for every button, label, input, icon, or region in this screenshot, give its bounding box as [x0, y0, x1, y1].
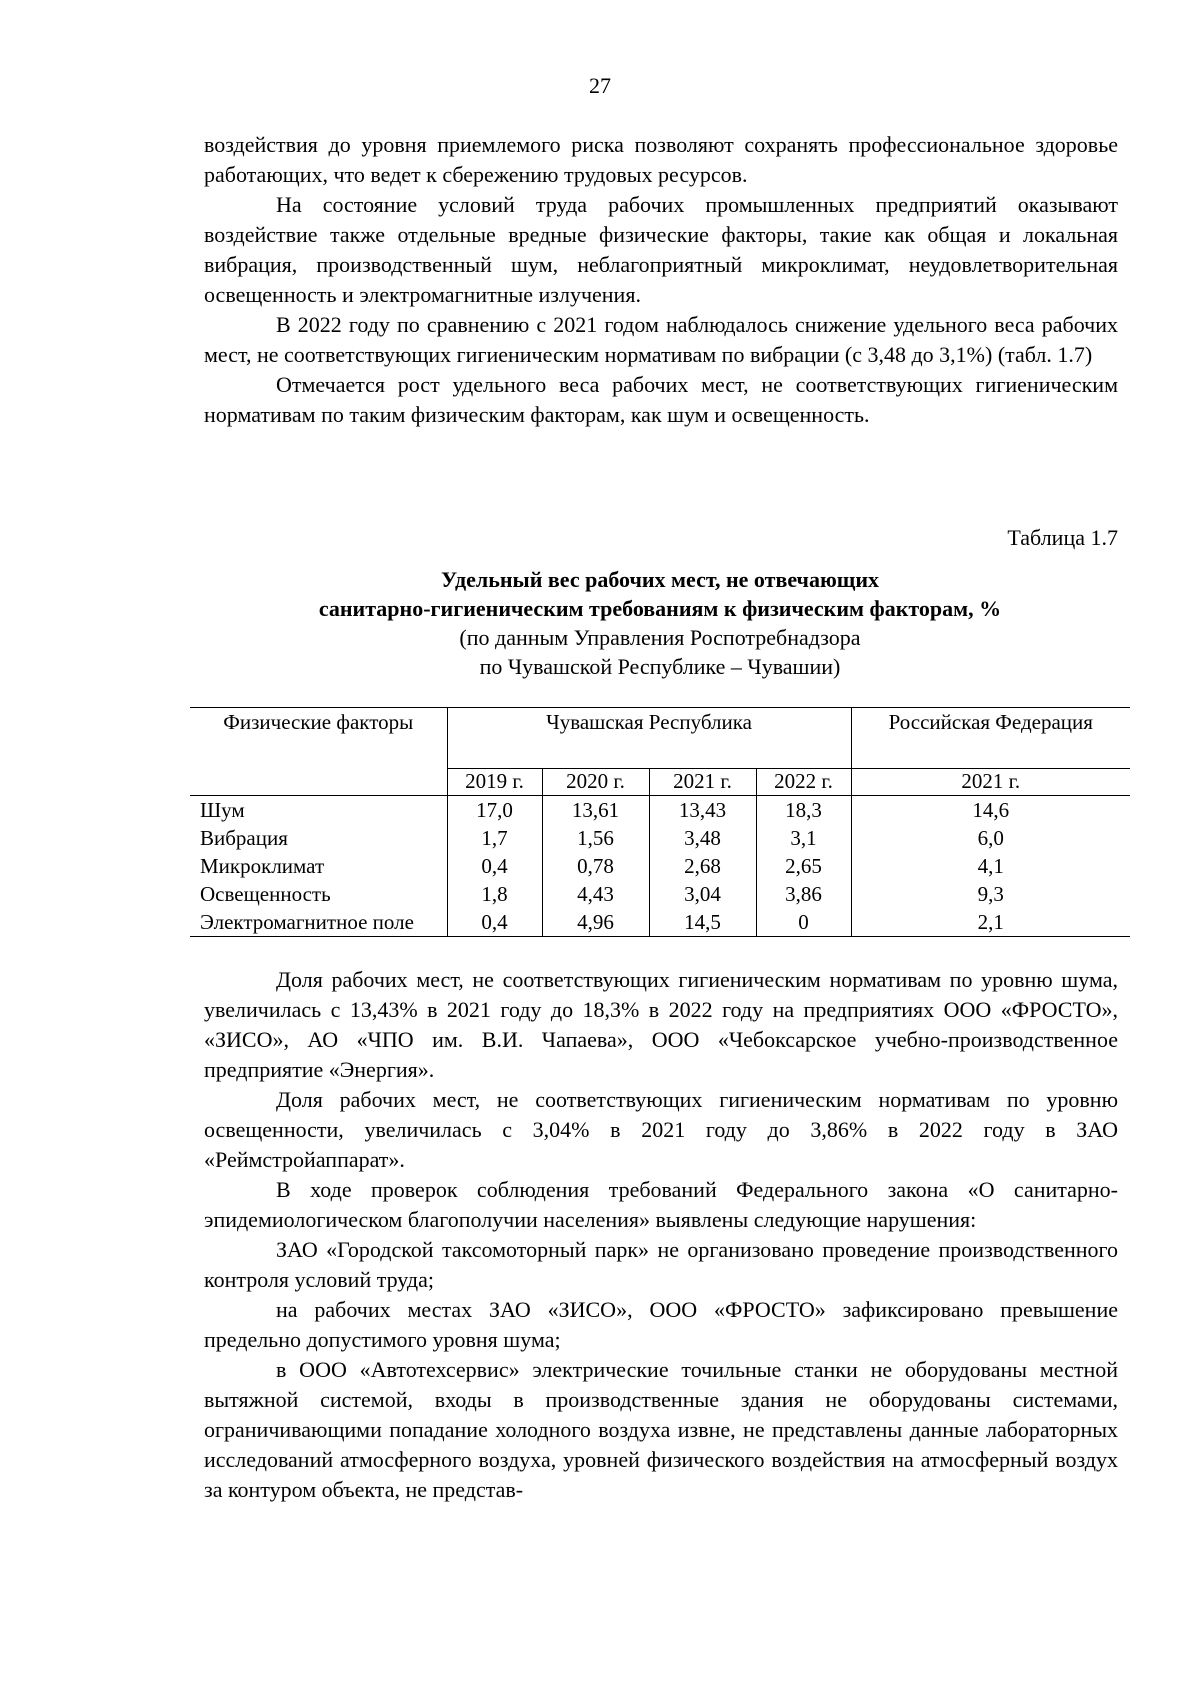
value-cell: 1,7: [447, 824, 542, 852]
value-cell: 6,0: [851, 824, 1130, 852]
table-row: [190, 880, 1130, 908]
paragraph: воздействия до уровня приемлемого риска позволяют сохранять профессиональное здоровье работающих, что ведет к сбережению трудовых ресурсов.: [204, 132, 1118, 187]
factor-name-cell: Шум: [190, 796, 447, 825]
table-label: Таблица 1.7: [1007, 525, 1118, 550]
paragraph: В ходе проверок соблюдения требований Федерального закона «О санитарно-эпидемиологическом благополучии населения» выявлены следующие нарушения:: [204, 1177, 1118, 1232]
value-cell: 1,8: [447, 880, 542, 908]
table-row: [190, 852, 1130, 880]
factor-name-cell: Вибрация: [190, 824, 447, 852]
table-body: [190, 796, 1130, 937]
paragraph: в ООО «Автотехсервис» электрические точильные станки не оборудованы местной вытяжной системой, входы в производственные здания не оборудованы системами, ограничивающими попадание холодного воздуха извне, не представлены данные лабораторных исследований атмосферного воздуха, уровней физического воздействия на атмосферный воздух за контуром объекта, не представ-: [204, 1357, 1118, 1502]
paragraph: Доля рабочих мест, не соответствующих гигиеническим нормативам по уровню шума, увеличилась с 13,43% в 2021 году до 18,3% в 2022 году на предприятиях ООО «ФРОСТО», «ЗИСО», АО «ЧПО им. В.И. Чапаева», ООО «Чебоксарское учебно-производственное предприятие «Энергия».: [204, 967, 1118, 1082]
table-row: [190, 796, 1130, 825]
body-text-bottom: [204, 965, 1118, 1505]
paragraph: Отмечается рост удельного веса рабочих мест, не соответствующих гигиеническим нормативам по таким физическим факторам, как шум и освещенность.: [204, 372, 1118, 427]
value-cell: 17,0: [447, 796, 542, 825]
header-year: 2019 г.: [447, 769, 542, 796]
table-subtitle-line: по Чувашской Республике – Чувашии): [479, 654, 841, 679]
value-cell: 3,04: [649, 880, 756, 908]
value-cell: 0,4: [447, 908, 542, 937]
value-cell: 9,3: [851, 880, 1130, 908]
header-year: 2022 г.: [756, 769, 851, 796]
value-cell: 13,43: [649, 796, 756, 825]
header-russia: Российская Федерация: [851, 708, 1130, 769]
value-cell: 4,43: [542, 880, 649, 908]
paragraph: На состояние условий труда рабочих промышленных предприятий оказывают воздействие также отдельные вредные физические факторы, такие как общая и локальная вибрация, производственный шум, неблагоприятный микроклимат, неудовлетворительная освещенность и электромагнитные излучения.: [204, 192, 1118, 307]
table-title-line: Удельный вес рабочих мест, не отвечающих: [440, 567, 880, 592]
factor-name-cell: Микроклимат: [190, 852, 447, 880]
body-text-top: [204, 130, 1118, 430]
value-cell: 14,6: [851, 796, 1130, 825]
value-cell: 13,61: [542, 796, 649, 825]
page-number: 27: [589, 73, 611, 98]
paragraph: ЗАО «Городской таксомоторный парк» не организовано проведение производственного контроля условий труда;: [204, 1237, 1118, 1292]
value-cell: 14,5: [649, 908, 756, 937]
value-cell: 0,78: [542, 852, 649, 880]
value-cell: 2,1: [851, 908, 1130, 937]
value-cell: 4,96: [542, 908, 649, 937]
value-cell: 1,56: [542, 824, 649, 852]
value-cell: 3,48: [649, 824, 756, 852]
header-year: 2021 г.: [649, 769, 756, 796]
factor-name-cell: Электромагнитное поле: [190, 908, 447, 937]
paragraph: Доля рабочих мест, не соответствующих гигиеническим нормативам по уровню освещенности, увеличилась с 3,04% в 2021 году до 3,86% в 2022 году в ЗАО «Реймстройаппарат».: [204, 1087, 1118, 1172]
table-subtitle-line: (по данным Управления Роспотребнадзора: [459, 625, 861, 650]
table-title-line: санитарно-гигиеническим требованиям к физическим факторам, %: [318, 596, 1002, 621]
header-year: 2020 г.: [542, 769, 649, 796]
value-cell: 0: [756, 908, 851, 937]
header-factors: Физические факторы: [190, 708, 447, 796]
table-row: [190, 908, 1130, 937]
factor-name-cell: Освещенность: [190, 880, 447, 908]
value-cell: 0,4: [447, 852, 542, 880]
header-russia-year: 2021 г.: [851, 769, 1130, 796]
table-row: [190, 824, 1130, 852]
value-cell: 4,1: [851, 852, 1130, 880]
value-cell: 3,1: [756, 824, 851, 852]
data-table: [190, 707, 1130, 937]
value-cell: 2,65: [756, 852, 851, 880]
header-region: Чувашская Республика: [447, 708, 851, 769]
paragraph: В 2022 году по сравнению с 2021 годом наблюдалось снижение удельного веса рабочих мест, не соответствующих гигиеническим нормативам по вибрации (с 3,48 до 3,1%) (табл. 1.7): [204, 312, 1118, 367]
value-cell: 2,68: [649, 852, 756, 880]
value-cell: 18,3: [756, 796, 851, 825]
value-cell: 3,86: [756, 880, 851, 908]
paragraph: на рабочих местах ЗАО «ЗИСО», ООО «ФРОСТО» зафиксировано превышение предельно допустимого уровня шума;: [204, 1297, 1118, 1352]
table-caption: [190, 565, 1130, 681]
